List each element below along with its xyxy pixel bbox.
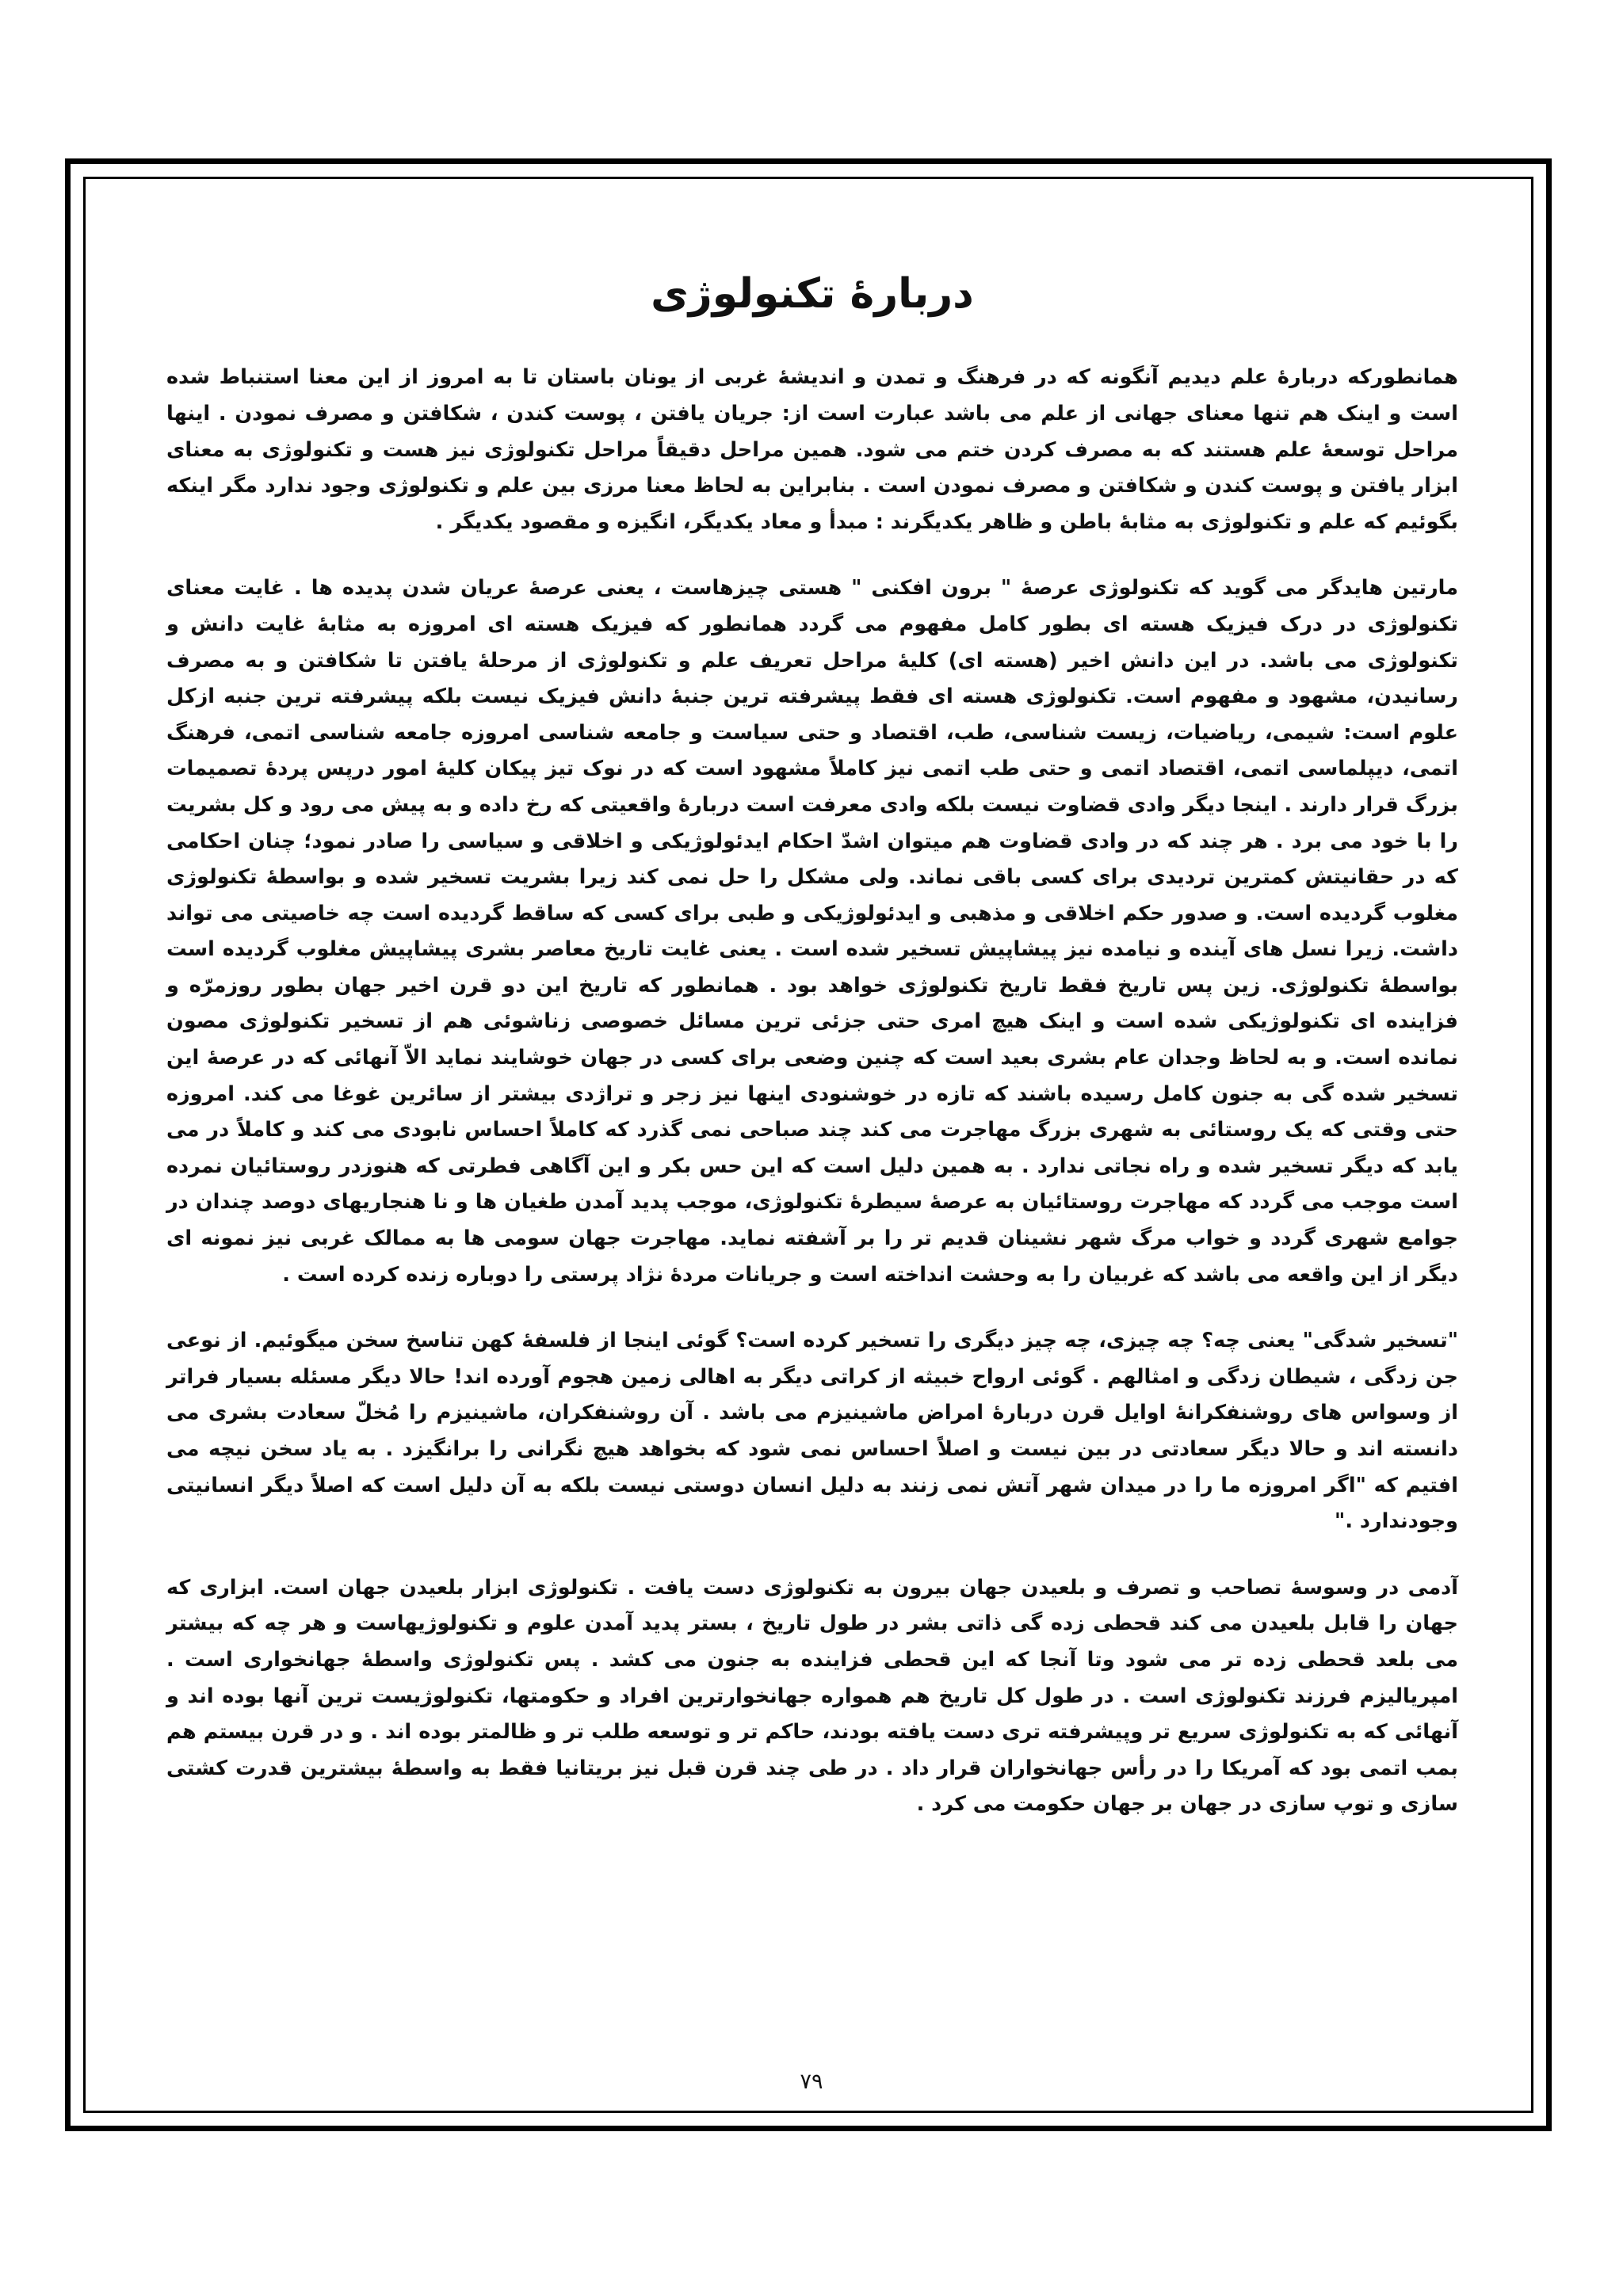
paragraph-2: مارتین هایدگر می گوید که تکنولوژی عرصهٔ " برون افکنی " هستی چیزهاست ، یعنی عرصهٔ عریان شدن پدیده ها . غایت معنای تکنولوژی در درک فیزیک هسته ای بطور کامل مفهوم می گردد همانطور که فیزیک هسته ای امروزه به مثابهٔ غایت دانش و تکنولوژی می باشد. در این دانش اخیر (هسته ای) کلیهٔ مراحل تعریف علم و تکنولوژی از مرحلهٔ یافتن تا شکافتن و به مصرف رسانیدن، مشهود و مفهوم است. تکنولوژی هسته ای فقط پیشرفته ترین جنبهٔ دانش فیزیک نیست بلکه پیشرفته ترین جنبه ازکل علوم است: شیمی، ریاضیات، زیست شناسی، طب، اقتصاد و حتی سیاست و جامعه شناسی امروزه جامعه شناسی اتمی، فرهنگ اتمی، دیپلماسی اتمی، اقتصاد اتمی و حتی طب اتمی نیز کاملاً مشهود است که در نوک تیز پیکان کلیهٔ امور درپس پردهٔ تصمیمات بزرگ قرار دارند . اینجا دیگر وادی قضاوت نیست بلکه وادی معرفت است دربارهٔ واقعیتی که رخ داده و به پیش می رود و کل بشریت را با خود می برد . هر چند که در وادی قضاوت هم میتوان اشدّ احکام ایدئولوژیکی و اخلاقی و سیاسی را صادر نمود؛ چنان احکامی که در حقانیتش کمترین تردیدی برای کسی باقی نماند. ولی مشکل را حل نمی کند زیرا بشریت تسخیر شده و بواسطهٔ تکنولوژی مغلوب گردیده است. و صدور حکم اخلاقی و مذهبی و ایدئولوژیکی و طبی برای کسی که ساقط گردیده است چه خاصیتی می تواند داشت. زیرا نسل های آینده و نیامده نیز پیشاپیش تسخیر شده است . یعنی غایت تاریخ معاصر بشری پیشاپیش مغلوب گردیده است بواسطهٔ تکنولوژی. زین پس تاریخ فقط تاریخ تکنولوژی خواهد بود . همانطور که تاریخ این دو قرن اخیر جهان بطور روزمرّه و فزاینده ای تکنولوژیکی شده است و اینک هیچ امری حتی جزئی ترین مسائل خصوصی زناشوئی هم از تسخیر تکنولوژی مصون نمانده است. و به لحاظ وجدان عام بشری بعید است که چنین وضعی برای کسی در جهان خوشایند نماید الاّ آنهائی که در عرصهٔ این تسخیر شده گی به جنون کامل رسیده باشند که تازه در خوشنودی اینها نیز زجر و تراژدی بیشتر از سائرین غوغا می کند. امروزه حتی وقتی که یک روستائی به شهری بزرگ مهاجرت می کند چند صباحی نمی گذرد که کاملاً احساس نابودی می کند و کاملاً در می یابد که دیگر تسخیر شده و راه نجاتی ندارد . به همین دلیل است که این حس بکر و این آگاهی فطرتی که هنوزدر روستائیان نمرده است موجب می گردد که مهاجرت روستائیان به عرصهٔ سیطرهٔ تکنولوژی، موجب پدید آمدن طغیان ها و نا هنجاریهای دوصد چندان در جوامع شهری گردد و خواب مرگ شهر نشینان قدیم تر را بر آشفته نماید. مهاجرت جهان سومی ها به ممالک غربی نیز نمونه ای دیگر از این واقعه می باشد که غربیان را به وحشت انداخته است و جریانات مردهٔ نژاد پرستی را دوباره زنده کرده است . xyxy=(166,576,1458,1287)
paragraph-1: همانطورکه دربارهٔ علم دیدیم آنگونه که در فرهنگ و تمدن و اندیشهٔ غربی از یونان باستان تا به امروز از این معنا استنباط شده است و اینک هم تنها معنای جهانی از علم می باشد عبارت است از: جریان یافتن ، پوست کندن ، شکافتن و مصرف نمودن . اینها مراحل توسعهٔ علم هستند که به مصرف کردن ختم می شود. همین مراحل دقیقاً مراحل تکنولوژی نیز هست و تکنولوژی به معنای ابزار یافتن و پوست کندن و شکافتن و مصرف نمودن است . بنابراین به لحاظ معنا مرزی بین علم و تکنولوژی وجود ندارد مگر اینکه بگوئیم که علم و تکنولوژی به مثابهٔ باطن و ظاهر یکدیگرند : مبدأ و معاد یکدیگر، انگیزه و مقصود یکدیگر . xyxy=(166,365,1458,534)
page-title: دربارهٔ تکنولوژی xyxy=(651,270,974,318)
paragraph-4: آدمی در وسوسهٔ تصاحب و تصرف و بلعیدن جهان بیرون به تکنولوژی دست یافت . تکنولوژی ابزار بلعیدن جهان است. ابزاری که جهان را قابل بلعیدن می کند قحطی زده گی ذاتی بشر در طول تاریخ ، بستر پدید آمدن علوم و تکنولوژیهاست و هر چه که بیشتر می بلعد قحطی زده تر می شود وتا آنجا که این قحطی فزاینده به جنون می کشد . پس تکنولوژی واسطهٔ جهانخواری است . امپریالیزم فرزند تکنولوژی است . در طول کل تاریخ هم همواره جهانخوارترین افراد و حکومتها، تکنولوژیست ترین آنها بوده اند و آنهائی که به تکنولوژی سریع تر وپیشرفته تری دست یافته بودند، حاکم تر و توسعه طلب تر و ظالمتر بوده اند . و در قرن بیستم هم بمب اتمی بود که آمریکا را در رأس جهانخواران قرار داد . در طی چند قرن قبل نیز بریتانیا فقط به واسطهٔ بیشترین قدرت کشتی سازی و توپ سازی در جهان بر جهان حکومت می کرد . xyxy=(166,1575,1458,1817)
page-number: ۷۹ xyxy=(800,2069,823,2094)
document-body xyxy=(166,269,1458,1823)
paragraph-3: "تسخیر شدگی" یعنی چه؟ چه چیزی، چه چیز دیگری را تسخیر کرده است؟ گوئی اینجا از فلسفهٔ کهن تناسخ سخن میگوئیم. از نوعی جن زدگی ، شیطان زدگی و امثالهم . گوئی ارواح خبیثه از کراتی دیگر به اهالی زمین هجوم آورده اند! حالا دیگر مسئله بسیار فراتر از وسواس های روشنفکرانهٔ اوایل قرن دربارهٔ امراض ماشینیزم می باشد . آن روشنفکران، ماشینیزم را مُخلّ سعادت بشری می دانسته اند و حالا دیگر سعادتی در بین نیست و اصلاً احساس نمی شود که بخواهد هیچ نگرانی را برانگیزد . به یاد سخن نیچه می افتیم که "اگر امروزه ما را در میدان شهر آتش نمی زنند به دلیل انسان دوستی نیست بلکه به آن دلیل است که اصلاً دیگر انسانیتی وجودندارد ." xyxy=(166,1329,1458,1534)
